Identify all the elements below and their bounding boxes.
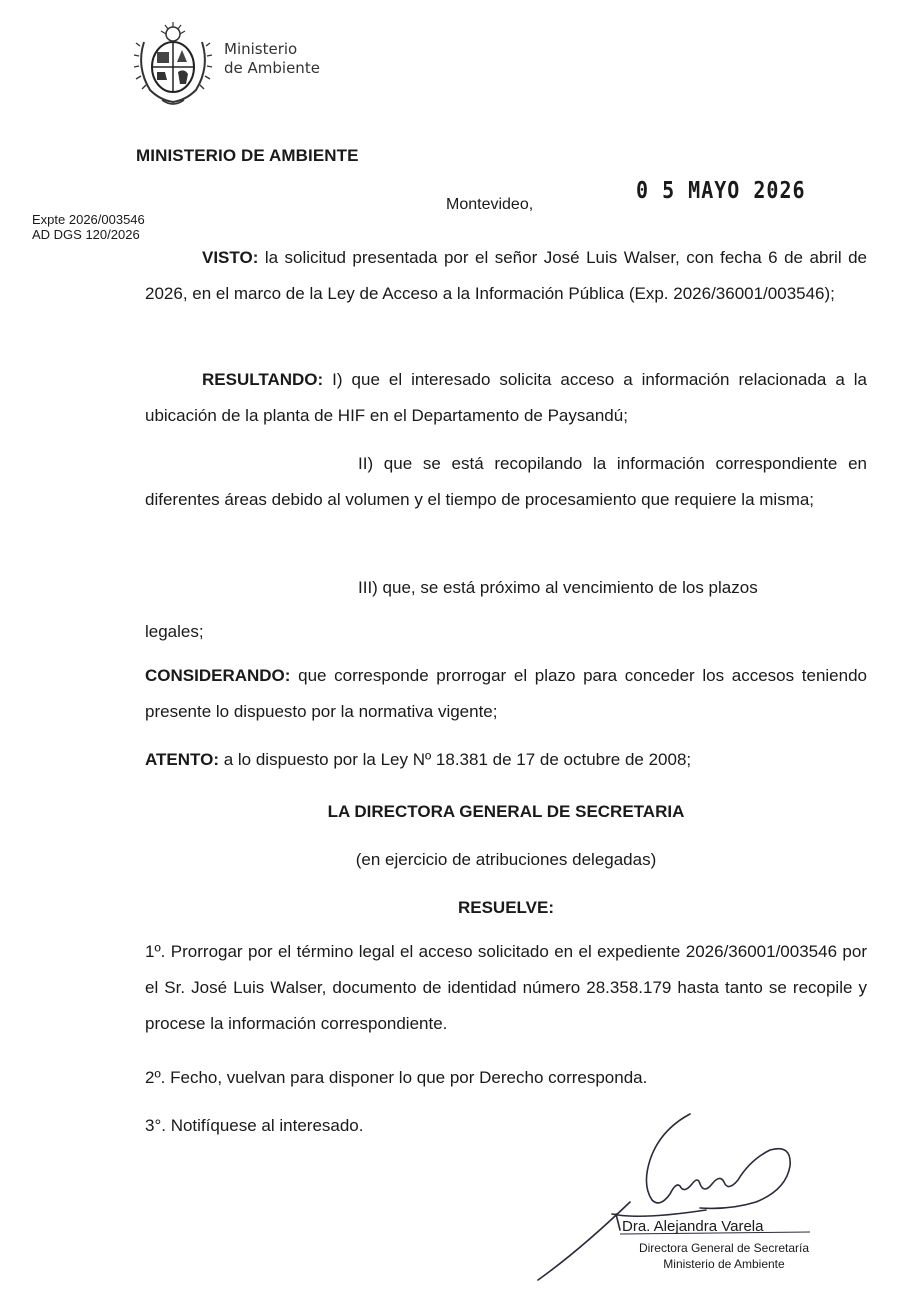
resultando-paragraph	[145, 362, 867, 434]
resuelve-heading: RESUELVE:	[457, 898, 555, 917]
signatory-role: Directora General de Secretaría	[638, 1241, 810, 1255]
resultando-label: RESULTANDO:	[202, 370, 324, 389]
considerando-paragraph	[145, 658, 867, 730]
authority-subtitle: (en ejercicio de atribuciones delegadas)	[355, 850, 657, 869]
authority-title: LA DIRECTORA GENERAL DE SECRETARIA	[327, 802, 685, 821]
logo-line-1: Ministerio	[224, 40, 298, 58]
logo-line-2: de Ambiente	[224, 59, 320, 77]
resultando-item-3: III) que, se está próximo al vencimiento de los plazos	[358, 578, 758, 597]
resolution-2: 2º. Fecho, vuelvan para disponer lo que por Derecho corresponda.	[145, 1068, 648, 1087]
resolution-3: 3°. Notifíquese al interesado.	[145, 1116, 364, 1135]
ministry-title: MINISTERIO DE AMBIENTE	[136, 146, 359, 165]
coat-of-arms-seal-icon	[132, 12, 214, 108]
city-label: Montevideo,	[446, 196, 534, 213]
visto-label: VISTO:	[202, 248, 259, 267]
resultando-item-2: II) que se está recopilando la información correspondiente en diferentes áreas debido al volumen y el tiempo de procesamiento que requiere la misma;	[145, 454, 867, 509]
ad-number: AD DGS 120/2026	[32, 227, 140, 242]
atento-paragraph	[145, 742, 867, 778]
visto-text: la solicitud presentada por el señor José Luis Walser, con fecha 6 de abril de 2026, en el marco de la Ley de Acceso a la Información Pública (Exp. 2026/36001/003546);	[145, 248, 867, 303]
atento-label: ATENTO:	[145, 750, 219, 769]
resultando-item-1: I) que el interesado solicita acceso a información relacionada a la ubicación de la planta de HIF en el Departamento de Paysandú;	[145, 370, 867, 425]
signatory-name: Dra. Alejandra Varela	[622, 1218, 764, 1235]
signatory-role-block	[606, 1240, 842, 1272]
expediente-number: Expte 2026/003546	[32, 212, 145, 227]
considerando-label: CONSIDERANDO:	[145, 666, 291, 685]
signatory-ministry: Ministerio de Ambiente	[663, 1257, 785, 1271]
expediente-reference	[32, 212, 145, 242]
resolution-1: 1º. Prorrogar por el término legal el acceso solicitado en el expediente 2026/36001/003546 por el Sr. José Luis Walser, documento de identidad número 28.358.179 hasta tanto se recopile y procese la información correspondiente.	[145, 942, 867, 1033]
considerando-text: que corresponde prorrogar el plazo para conceder los accesos teniendo presente lo dispuesto por la normativa vigente;	[145, 666, 867, 721]
date-stamp: 0 5 MAYO 2026	[636, 176, 806, 204]
ministry-logo-text	[224, 40, 320, 78]
visto-paragraph	[145, 240, 867, 312]
resultando-item-3-end: legales;	[145, 622, 204, 641]
atento-text: a lo dispuesto por la Ley Nº 18.381 de 17 de octubre de 2008;	[218, 750, 692, 769]
